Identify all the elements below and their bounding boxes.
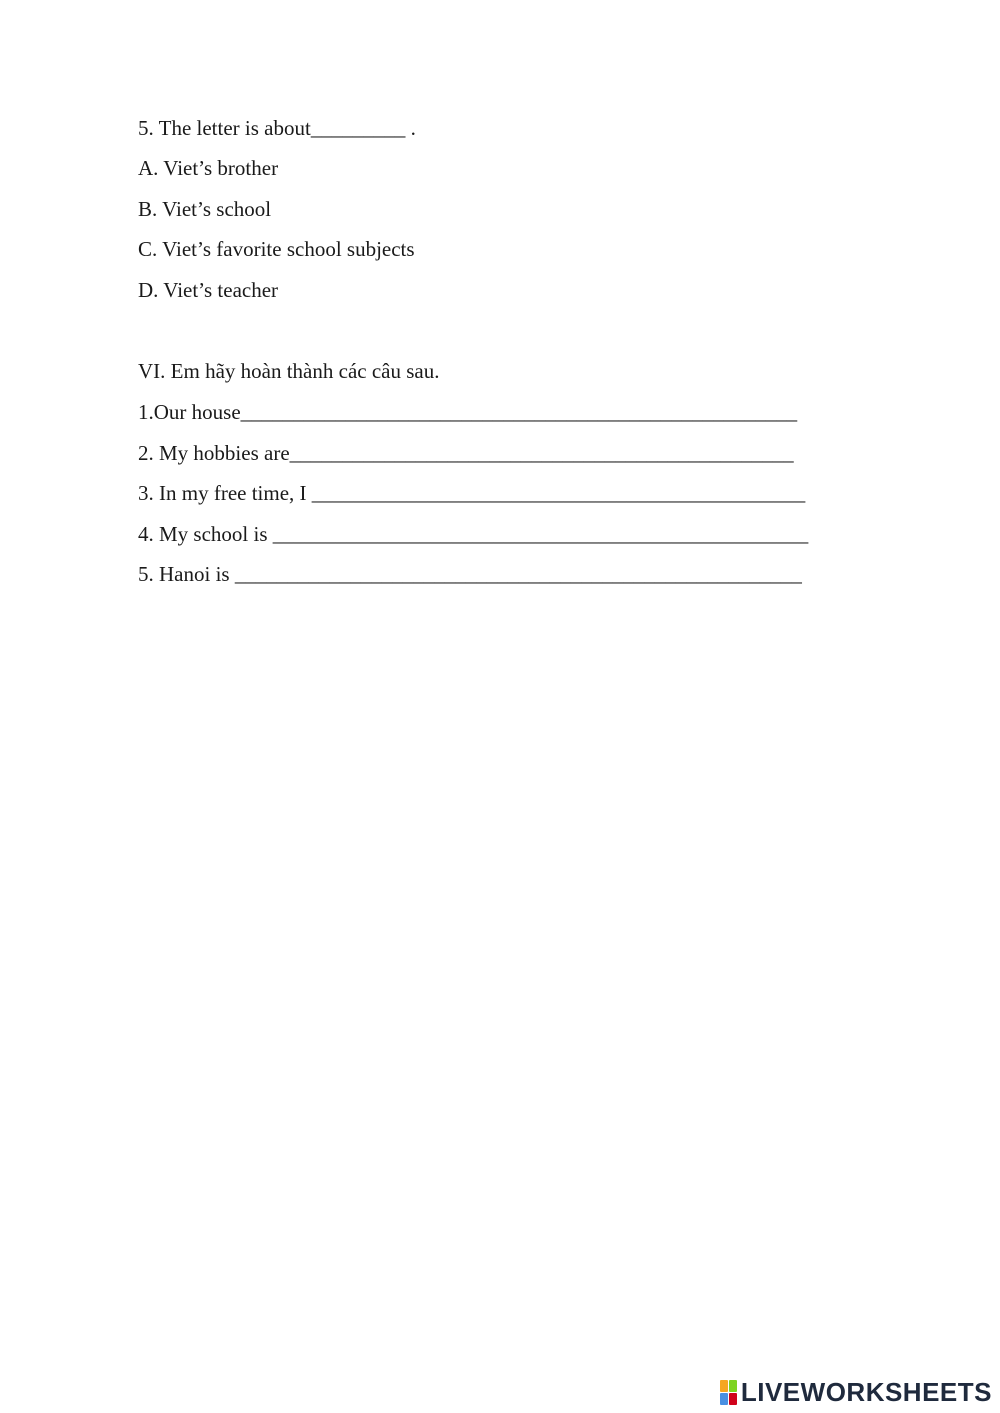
logo-mark-icon (720, 1380, 737, 1405)
sentence-4[interactable]: 4. My school is ___________________________________________________ (138, 522, 809, 546)
question-5-stem: 5. The letter is about_________ . (138, 116, 416, 140)
sentence-3[interactable]: 3. In my free time, I _______________________________________________ (138, 481, 806, 505)
section-6-title: VI. Em hãy hoàn thành các câu sau. (138, 359, 440, 383)
sentence-2[interactable]: 2. My hobbies are________________________________________________ (138, 441, 794, 465)
option-a[interactable]: A. Viet’s brother (138, 156, 279, 180)
option-b[interactable]: B. Viet’s school (138, 197, 272, 221)
liveworksheets-logo (720, 1377, 992, 1407)
sentence-5[interactable]: 5. Hanoi is ______________________________________________________ (138, 562, 802, 586)
sentence-1[interactable]: 1.Our house_____________________________________________________ (138, 400, 798, 424)
option-d[interactable]: D. Viet’s teacher (138, 278, 279, 302)
option-c[interactable]: C. Viet’s favorite school subjects (138, 237, 415, 261)
logo-text: LIVEWORKSHEETS (740, 1377, 992, 1407)
